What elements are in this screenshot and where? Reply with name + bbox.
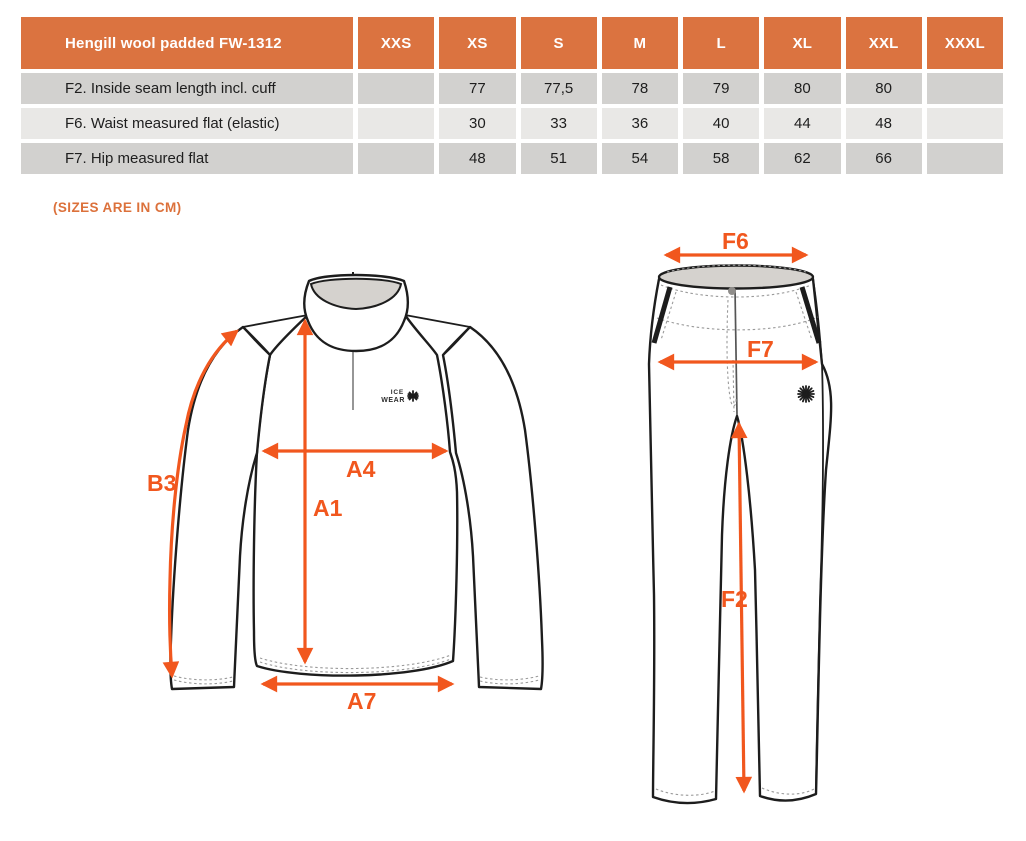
- table-cell: 77,5: [521, 73, 597, 104]
- table-cell: 44: [764, 108, 840, 139]
- sizes-unit-note: (SIZES ARE IN CM): [53, 200, 182, 215]
- table-cell: 80: [846, 73, 922, 104]
- label-a7: A7: [347, 688, 377, 714]
- pants-snowflake-icon: [798, 386, 814, 402]
- table-title: Hengill wool padded FW-1312: [21, 17, 353, 69]
- size-header-xxs: XXS: [358, 17, 434, 69]
- waist-button: [728, 287, 736, 295]
- table-cell: 78: [602, 73, 678, 104]
- size-header-l: L: [683, 17, 759, 69]
- logo-text-wear: WEAR: [381, 397, 405, 404]
- table-cell: 51: [521, 143, 597, 174]
- table-cell: 48: [846, 108, 922, 139]
- table-cell: 48: [439, 143, 515, 174]
- label-f6: F6: [722, 228, 749, 254]
- table-cell: 80: [764, 73, 840, 104]
- label-a1: A1: [313, 495, 343, 521]
- table-cell: 58: [683, 143, 759, 174]
- table-cell: 33: [521, 108, 597, 139]
- sweater-body: [254, 315, 458, 676]
- row-label-f7: F7. Hip measured flat: [21, 143, 353, 174]
- measure-arrow-f6: [666, 228, 806, 255]
- pants-drawing: [649, 228, 831, 803]
- size-header-m: M: [602, 17, 678, 69]
- logo-text-ice: ICE: [390, 389, 404, 396]
- table-cell: 30: [439, 108, 515, 139]
- size-header-s: S: [521, 17, 597, 69]
- table-cell: 36: [602, 108, 678, 139]
- table-cell: 40: [683, 108, 759, 139]
- row-label-f6: F6. Waist measured flat (elastic): [21, 108, 353, 139]
- table-cell: 62: [764, 143, 840, 174]
- measure-arrow-a7: [263, 684, 452, 714]
- table-cell: 77: [439, 73, 515, 104]
- size-header-xxxl: XXXL: [927, 17, 1003, 69]
- snowflake-icon: [408, 391, 418, 401]
- size-header-xs: XS: [439, 17, 515, 69]
- sweater-drawing: [147, 272, 543, 714]
- label-f7: F7: [747, 336, 774, 362]
- label-a4: A4: [346, 456, 376, 482]
- size-header-xxl: XXL: [846, 17, 922, 69]
- label-b3: B3: [147, 470, 177, 496]
- table-cell: 54: [602, 143, 678, 174]
- label-f2: F2: [721, 586, 748, 612]
- row-label-f2: F2. Inside seam length incl. cuff: [21, 73, 353, 104]
- size-header-xl: XL: [764, 17, 840, 69]
- table-cell: 79: [683, 73, 759, 104]
- table-cell: 66: [846, 143, 922, 174]
